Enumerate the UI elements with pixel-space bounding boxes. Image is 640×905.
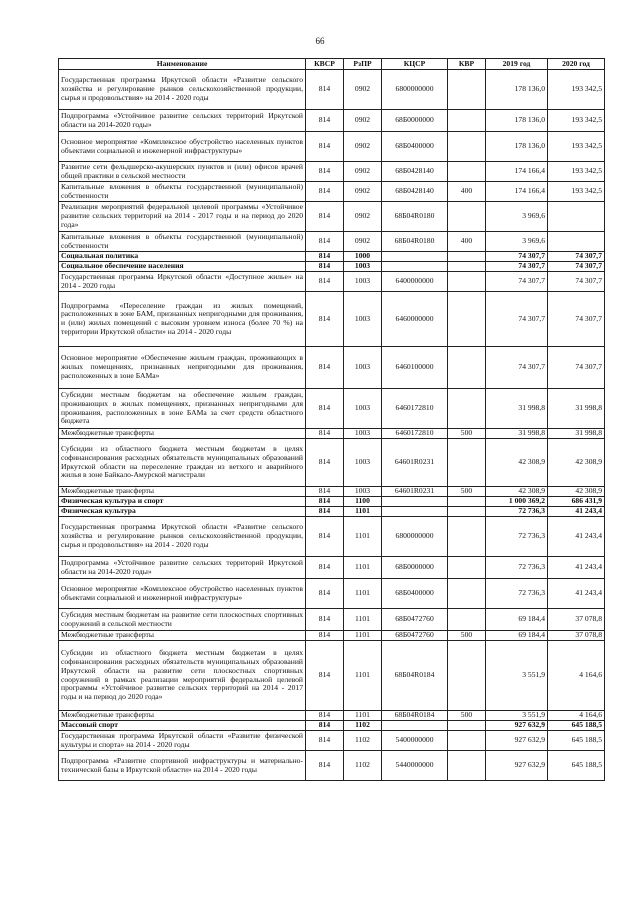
cell-2020: 41 243,4: [548, 579, 605, 609]
cell-2019: 72 736,3: [486, 579, 548, 609]
cell-2019: 178 136,0: [486, 70, 548, 110]
cell-2020: 193 342,5: [548, 110, 605, 132]
cell-kvsr: 814: [306, 557, 344, 579]
cell-kvsr: 814: [306, 389, 344, 429]
cell-rzpr: 1000: [344, 252, 382, 262]
cell-kcsr: [382, 252, 448, 262]
cell-kvr: [448, 262, 486, 272]
cell-kvsr: 814: [306, 252, 344, 262]
cell-kcsr: 68Б0400000: [382, 132, 448, 162]
cell-rzpr: 1003: [344, 262, 382, 272]
cell-rzpr: 1102: [344, 731, 382, 751]
cell-2020: 645 188,5: [548, 721, 605, 731]
cell-kcsr: 68Б0428140: [382, 162, 448, 182]
cell-kvr: [448, 347, 486, 389]
cell-name: Массовый спорт: [59, 721, 306, 731]
cell-kvr: [448, 721, 486, 731]
cell-2019: 69 184,4: [486, 631, 548, 641]
cell-rzpr: 1003: [344, 272, 382, 292]
cell-kvr: [448, 292, 486, 347]
cell-name: Субсидия местным бюджетам на развитие сети плоскостных спортивных сооружений в сельской местности: [59, 609, 306, 631]
table-row: [59, 517, 605, 557]
cell-2020: 41 243,4: [548, 517, 605, 557]
cell-kvsr: 814: [306, 132, 344, 162]
cell-kcsr: 68Б0472760: [382, 609, 448, 631]
cell-rzpr: 0902: [344, 132, 382, 162]
cell-name: Физическая культура: [59, 507, 306, 517]
cell-kvr: [448, 202, 486, 232]
cell-kvr: [448, 507, 486, 517]
cell-kvr: 500: [448, 711, 486, 721]
cell-2019: 42 308,9: [486, 439, 548, 487]
table-row: [59, 557, 605, 579]
cell-2019: 74 307,7: [486, 262, 548, 272]
cell-2020: 41 243,4: [548, 557, 605, 579]
cell-kvr: [448, 110, 486, 132]
cell-2019: 74 307,7: [486, 252, 548, 262]
cell-2019: 3 551,9: [486, 641, 548, 711]
cell-rzpr: 1102: [344, 721, 382, 731]
column-header-2019: 2019 год: [486, 59, 548, 70]
cell-kcsr: 6460100000: [382, 347, 448, 389]
cell-2019: 1 000 369,2: [486, 497, 548, 507]
cell-name: Основное мероприятие «Обеспечение жильем граждан, проживающих в жилых помещениях, признанных непригодными для проживания, расположенных в зоне БАМа»: [59, 347, 306, 389]
cell-2019: 69 184,4: [486, 609, 548, 631]
table-row: [59, 162, 605, 182]
table-row: [59, 721, 605, 731]
table-row: [59, 70, 605, 110]
cell-2019: 31 998,8: [486, 429, 548, 439]
cell-rzpr: 1003: [344, 292, 382, 347]
cell-name: Субсидии местным бюджетам на обеспечение жильем граждан, проживающих в жилых помещениях, признанных непригодными для проживания, расположенных в зоне БАМа за счет средств областного бюджета: [59, 389, 306, 429]
cell-rzpr: 1102: [344, 751, 382, 781]
table-body: [59, 70, 605, 781]
cell-2020: 193 342,5: [548, 162, 605, 182]
cell-name: Государственная программа Иркутской области «Развитие сельского хозяйства и регулирование рынков сельскохозяйственной продукции, сырья и продовольствия» на 2014 - 2020 годы: [59, 517, 306, 557]
cell-kvr: 500: [448, 487, 486, 497]
table-row: [59, 507, 605, 517]
table-row: [59, 439, 605, 487]
cell-rzpr: 1101: [344, 579, 382, 609]
cell-2019: 927 632,9: [486, 721, 548, 731]
cell-name: Государственная программа Иркутской области «Развитие сельского хозяйства и регулирование рынков сельскохозяйственной продукции, сырья и продовольствия» на 2014 - 2020 годы: [59, 70, 306, 110]
table-row: [59, 631, 605, 641]
cell-kvr: 500: [448, 631, 486, 641]
cell-rzpr: 0902: [344, 232, 382, 252]
table-row: [59, 389, 605, 429]
cell-name: Основное мероприятие «Комплексное обустройство населенных пунктов объектами социальной и инженерной инфраструктуры»: [59, 579, 306, 609]
cell-kcsr: 64601R0231: [382, 439, 448, 487]
cell-name: Межбюджетные трансферты: [59, 631, 306, 641]
budget-table: [58, 58, 605, 781]
table-row: [59, 731, 605, 751]
cell-2019: 3 969,6: [486, 202, 548, 232]
cell-kcsr: 6460000000: [382, 292, 448, 347]
cell-2020: 193 342,5: [548, 132, 605, 162]
cell-2019: 74 307,7: [486, 347, 548, 389]
cell-kvsr: 814: [306, 162, 344, 182]
cell-rzpr: 0902: [344, 110, 382, 132]
table-row: [59, 252, 605, 262]
table-header-row: [59, 59, 605, 70]
cell-rzpr: 0902: [344, 202, 382, 232]
cell-2019: 927 632,9: [486, 731, 548, 751]
cell-kvr: [448, 751, 486, 781]
cell-kcsr: 68Б0400000: [382, 579, 448, 609]
cell-name: Основное мероприятие «Комплексное обустройство населенных пунктов объектами социальной и инженерной инфраструктуры»: [59, 132, 306, 162]
cell-kvsr: 814: [306, 110, 344, 132]
cell-name: Межбюджетные трансферты: [59, 429, 306, 439]
cell-kcsr: 68Б04R0184: [382, 641, 448, 711]
cell-2020: 74 307,7: [548, 262, 605, 272]
cell-2019: 31 998,8: [486, 389, 548, 429]
cell-kcsr: [382, 497, 448, 507]
cell-rzpr: 1003: [344, 439, 382, 487]
cell-2019: 3 969,6: [486, 232, 548, 252]
cell-2019: 74 307,7: [486, 272, 548, 292]
cell-kcsr: [382, 721, 448, 731]
cell-rzpr: 1101: [344, 507, 382, 517]
cell-kvr: 500: [448, 429, 486, 439]
cell-2020: 42 308,9: [548, 439, 605, 487]
cell-kcsr: 64601R0231: [382, 487, 448, 497]
cell-kvsr: 814: [306, 70, 344, 110]
cell-rzpr: 1003: [344, 347, 382, 389]
cell-2019: 72 736,3: [486, 557, 548, 579]
cell-kvr: [448, 609, 486, 631]
table-row: [59, 497, 605, 507]
cell-name: Социальная политика: [59, 252, 306, 262]
cell-name: Капитальные вложения в объекты государственной (муниципальной) собственности: [59, 182, 306, 202]
cell-kvsr: 814: [306, 579, 344, 609]
cell-kvr: 400: [448, 182, 486, 202]
cell-name: Капитальные вложения в объекты государственной (муниципальной) собственности: [59, 232, 306, 252]
cell-2019: 174 166,4: [486, 162, 548, 182]
cell-name: Межбюджетные трансферты: [59, 711, 306, 721]
cell-kcsr: 68Б04R0180: [382, 202, 448, 232]
cell-kcsr: 6800000000: [382, 70, 448, 110]
cell-2020: 193 342,5: [548, 70, 605, 110]
cell-2020: 74 307,7: [548, 252, 605, 262]
table-row: [59, 182, 605, 202]
cell-kcsr: [382, 262, 448, 272]
cell-name: Подпрограмма «Переселение граждан из жилых помещений, расположенных в зоне БАМ, признанных непригодными для проживания, и (или) жилых помещений с высоким уровнем износа (более 70 %) на территории Иркутской области» на 2014 - 2020 годы: [59, 292, 306, 347]
cell-kvsr: 814: [306, 202, 344, 232]
column-header-kvr: КВР: [448, 59, 486, 70]
cell-rzpr: 0902: [344, 182, 382, 202]
table-row: [59, 262, 605, 272]
column-header-2020: 2020 год: [548, 59, 605, 70]
cell-name: Подпрограмма «Устойчивое развитие сельских территорий Иркутской области на 2014-2020 годы»: [59, 110, 306, 132]
cell-rzpr: 1101: [344, 609, 382, 631]
cell-kcsr: 68Б04R0184: [382, 711, 448, 721]
cell-kcsr: 68Б04R0180: [382, 232, 448, 252]
cell-2020: 193 342,5: [548, 182, 605, 202]
cell-2020: 37 078,8: [548, 609, 605, 631]
cell-name: Реализация мероприятий федеральной целевой программы «Устойчивое развитие сельских территорий на 2014 - 2017 годы и на период до 2020 года»: [59, 202, 306, 232]
table-row: [59, 232, 605, 252]
cell-kcsr: 68Б0000000: [382, 110, 448, 132]
cell-kvsr: 814: [306, 631, 344, 641]
cell-kvsr: 814: [306, 507, 344, 517]
table-row: [59, 347, 605, 389]
cell-2020: 74 307,7: [548, 292, 605, 347]
cell-kcsr: 5440000000: [382, 751, 448, 781]
cell-2020: 645 188,5: [548, 751, 605, 781]
cell-kvr: [448, 132, 486, 162]
cell-kvr: [448, 70, 486, 110]
table-row: [59, 751, 605, 781]
table-row: [59, 202, 605, 232]
cell-kvr: 400: [448, 232, 486, 252]
table-row: [59, 609, 605, 631]
cell-2019: 72 736,3: [486, 507, 548, 517]
cell-kvsr: 814: [306, 731, 344, 751]
cell-2019: 178 136,0: [486, 110, 548, 132]
cell-kvsr: 814: [306, 609, 344, 631]
cell-2020: 4 164,6: [548, 641, 605, 711]
cell-2020: 31 998,8: [548, 389, 605, 429]
cell-2020: 41 243,4: [548, 507, 605, 517]
cell-rzpr: 1100: [344, 497, 382, 507]
cell-kcsr: 6460172810: [382, 389, 448, 429]
table-row: [59, 272, 605, 292]
column-header-kcsr: КЦСР: [382, 59, 448, 70]
cell-2020: [548, 202, 605, 232]
cell-kcsr: 68Б0472760: [382, 631, 448, 641]
cell-rzpr: 1003: [344, 487, 382, 497]
cell-2020: [548, 232, 605, 252]
table-row: [59, 579, 605, 609]
table-row: [59, 132, 605, 162]
cell-name: Субсидии из областного бюджета местным бюджетам в целях софинансирования расходных обязательств муниципальных образований Иркутской области на переселение граждан из ветхого и аварийного жилья в зоне Байкало-Амурской магистрали: [59, 439, 306, 487]
cell-name: Государственная программа Иркутской области «Развитие физической культуры и спорта» на 2014 - 2020 годы: [59, 731, 306, 751]
cell-2020: 74 307,7: [548, 272, 605, 292]
cell-kcsr: [382, 507, 448, 517]
cell-kcsr: 68Б0428140: [382, 182, 448, 202]
cell-kvsr: 814: [306, 262, 344, 272]
cell-name: Подпрограмма «Устойчивое развитие сельских территорий Иркутской области на 2014-2020 годы»: [59, 557, 306, 579]
cell-2020: 42 308,9: [548, 487, 605, 497]
cell-kvsr: 814: [306, 182, 344, 202]
cell-kvr: [448, 557, 486, 579]
cell-kvsr: 814: [306, 347, 344, 389]
table-row: [59, 711, 605, 721]
cell-2019: 174 166,4: [486, 182, 548, 202]
cell-2019: 42 308,9: [486, 487, 548, 497]
cell-rzpr: 1003: [344, 389, 382, 429]
cell-rzpr: 1101: [344, 631, 382, 641]
column-header-name: Наименование: [59, 59, 306, 70]
table-row: [59, 110, 605, 132]
cell-kvr: [448, 439, 486, 487]
cell-kcsr: 68Б0000000: [382, 557, 448, 579]
cell-kvr: [448, 517, 486, 557]
cell-kvsr: 814: [306, 439, 344, 487]
cell-kvr: [448, 579, 486, 609]
cell-kvsr: 814: [306, 497, 344, 507]
column-header-kvsr: КВСР: [306, 59, 344, 70]
cell-kcsr: 6800000000: [382, 517, 448, 557]
cell-name: Государственная программа Иркутской области «Доступное жилье» на 2014 - 2020 годы: [59, 272, 306, 292]
cell-name: Социальное обеспечение населения: [59, 262, 306, 272]
cell-kvr: [448, 497, 486, 507]
cell-kvsr: 814: [306, 641, 344, 711]
cell-2019: 927 632,9: [486, 751, 548, 781]
cell-2020: 37 078,8: [548, 631, 605, 641]
cell-kvr: [448, 162, 486, 182]
column-header-rzpr: РзПР: [344, 59, 382, 70]
cell-name: Субсидии из областного бюджета местным бюджетам в целях софинансирования расходных обязательств муниципальных образований Иркутской области на развитие сети плоскостных спортивных сооружений в рамках реализации мероприятий федеральной целевой программы «Устойчивое развитие сельских территорий на 2014 - 2017 годы и на период до 2020 года»: [59, 641, 306, 711]
cell-kvsr: 814: [306, 721, 344, 731]
table-row: [59, 429, 605, 439]
cell-kvr: [448, 731, 486, 751]
cell-kcsr: 6400000000: [382, 272, 448, 292]
cell-2020: 645 188,5: [548, 731, 605, 751]
cell-2019: 74 307,7: [486, 292, 548, 347]
cell-kvsr: 814: [306, 517, 344, 557]
cell-kvsr: 814: [306, 272, 344, 292]
cell-kcsr: 5400000000: [382, 731, 448, 751]
cell-name: Развитие сети фельдшерско-акушерских пунктов и (или) офисов врачей общей практики в сельской местности: [59, 162, 306, 182]
page-number: 66: [315, 36, 325, 46]
cell-2020: 4 164,6: [548, 711, 605, 721]
table-row: [59, 292, 605, 347]
cell-kvr: [448, 389, 486, 429]
cell-kvsr: 814: [306, 711, 344, 721]
cell-2019: 3 551,9: [486, 711, 548, 721]
table-row: [59, 641, 605, 711]
cell-rzpr: 1101: [344, 557, 382, 579]
cell-kvsr: 814: [306, 429, 344, 439]
cell-kvsr: 814: [306, 232, 344, 252]
cell-kvr: [448, 252, 486, 262]
cell-kvsr: 814: [306, 292, 344, 347]
table-row: [59, 487, 605, 497]
cell-name: Подпрограмма «Развитие спортивной инфраструктуры и материально- технической базы в Иркутской области» на 2014 - 2020 годы: [59, 751, 306, 781]
cell-rzpr: 0902: [344, 70, 382, 110]
cell-rzpr: 1101: [344, 517, 382, 557]
cell-kvr: [448, 641, 486, 711]
cell-2019: 178 136,0: [486, 132, 548, 162]
cell-rzpr: 1003: [344, 429, 382, 439]
cell-kvr: [448, 272, 486, 292]
cell-2020: 74 307,7: [548, 347, 605, 389]
cell-rzpr: 0902: [344, 162, 382, 182]
cell-2020: 31 998,8: [548, 429, 605, 439]
cell-name: Межбюджетные трансферты: [59, 487, 306, 497]
cell-rzpr: 1101: [344, 711, 382, 721]
cell-kvsr: 814: [306, 487, 344, 497]
cell-kcsr: 6460172810: [382, 429, 448, 439]
cell-kvsr: 814: [306, 751, 344, 781]
cell-2020: 686 431,9: [548, 497, 605, 507]
cell-rzpr: 1101: [344, 641, 382, 711]
cell-name: Физическая культура и спорт: [59, 497, 306, 507]
cell-2019: 72 736,3: [486, 517, 548, 557]
